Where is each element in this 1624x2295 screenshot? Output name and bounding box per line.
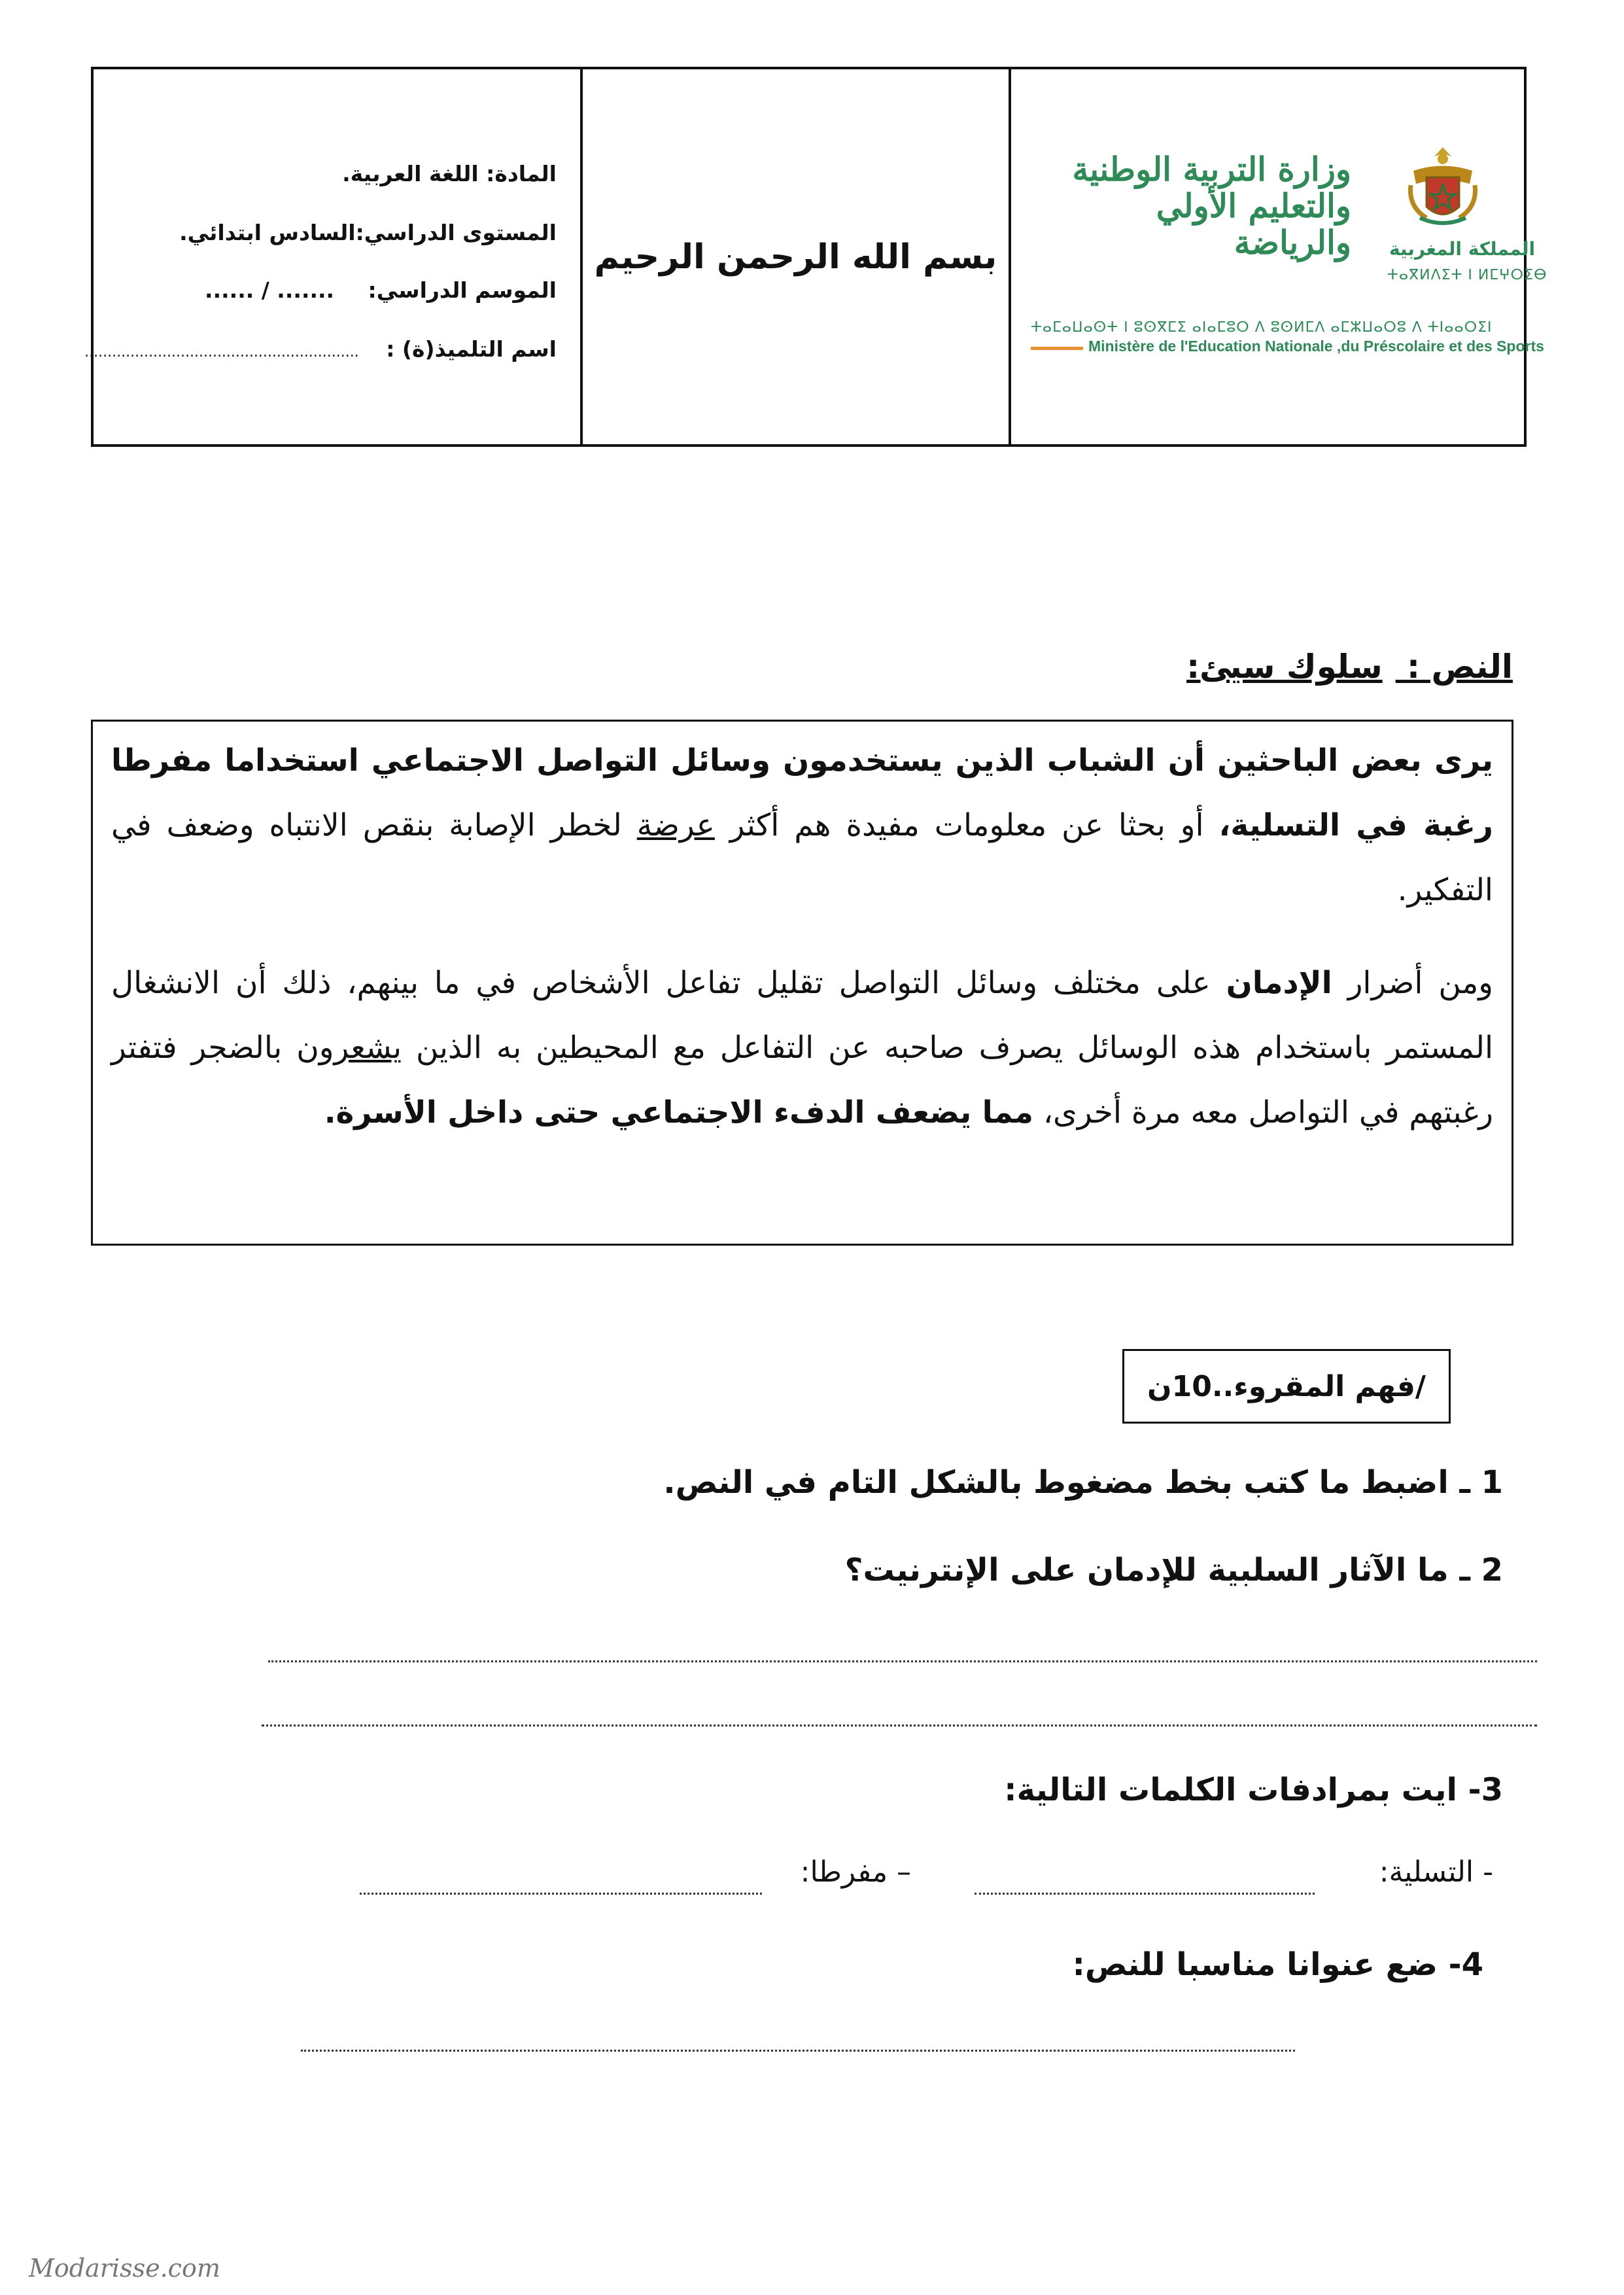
text-title-label: النص : [1407, 648, 1513, 686]
student-name-label: اسم التلميذ(ة) : [386, 336, 557, 362]
synonym-item-1: - التسلية: [1379, 1855, 1493, 1889]
basmala-cell [583, 69, 1011, 444]
synonym-answer-1[interactable] [975, 1893, 1315, 1895]
comprehension-label-box [1122, 1349, 1451, 1424]
question-1: 1 ـ اضبط ما كتب بخط مضغوط بالشكل التام في النص. [663, 1464, 1503, 1501]
season-value: ....... / ...... [205, 277, 335, 303]
text-title [1186, 648, 1513, 686]
student-name-field[interactable]: ............................................................ [84, 344, 359, 360]
para1-end: لخطر الإصابة بنقص الانتباه وضعف في التفكير. [111, 807, 1493, 908]
question-2: 2 ـ ما الآثار السلبية للإدمان على الإنترنيت؟ [844, 1552, 1503, 1588]
question-3: 3- ايت بمرادفات الكلمات التالية: [1004, 1772, 1503, 1808]
para2-bold-word: الإدمان [1226, 965, 1332, 1001]
paragraph-1 [111, 728, 1493, 922]
student-info-cell [84, 69, 583, 444]
basmala-text: بسم الله الرحمن الرحيم [594, 237, 997, 277]
student-name-line [84, 336, 557, 362]
subject-line: المادة: اللغة العربية. [342, 161, 557, 186]
reading-text-box [91, 720, 1513, 1246]
answer-line-q2-1[interactable] [268, 1660, 1537, 1662]
season-label: الموسم الدراسي: [368, 277, 557, 303]
para1-underlined-word: عرضة [636, 807, 715, 843]
ministry-name-tifinagh: ⵜⴰⵎⴰⵡⴰⵙⵜ ⵏ ⵓⵙⴳⵎⵉ ⴰⵏⴰⵎⵓⵔ ⴷ ⵓⵙⵍⵎⴷ ⴰⵎⵣⵡⴰⵔⵓ ⴷ ⵜⵏⴰⴰⵔⵉⵏ [1031, 319, 1493, 336]
site-watermark: Modarisse.com [29, 2254, 220, 2283]
answer-line-q2-2[interactable] [262, 1725, 1537, 1726]
para2-mid2: بالضجر فتفتر رغبتهم في التواصل معه مرة أخرى، [111, 1030, 1493, 1130]
orange-accent-bar [1031, 347, 1083, 350]
para2-bold-end: مما يضعف الدفء الاجتماعي حتى داخل الأسرة. [324, 1095, 1033, 1130]
text-title-value: سلوك سيئ: [1186, 648, 1383, 686]
coat-of-arms-icon [1407, 145, 1479, 230]
para1-bold-start: يرى بعض الباحثين أن الشباب الذين يستخدمون وسائل التواصل الاجتماعي استخداما مفرطا رغبة في التسلية، [111, 743, 1493, 843]
synonym-answer-2[interactable] [360, 1893, 762, 1895]
synonym-item-2: – مفرطا: [800, 1855, 911, 1889]
ministry-logo-cell [1011, 69, 1547, 444]
para2-mid1: على مختلف وسائل التواصل تقليل تفاعل الأشخاص في ما بينهم، ذلك أن الانشغال المستمر باستخدام هذه الوسائل يصرف صاحبه عن التفاعل مع المحيطين به الذين [111, 965, 1494, 1066]
kingdom-name-tifinagh: ⵜⴰⴳⵍⴷⵉⵜ ⵏ ⵍⵎⵖⵔⵉⴱ [1387, 267, 1547, 283]
comprehension-label: /فهم المقروء..10ن [1147, 1369, 1426, 1403]
header-table [84, 67, 1547, 447]
ministry-name-arabic: وزارة التربية الوطنية والتعليم الأولي والرياضة [1072, 150, 1351, 262]
level-line: المستوى الدراسي:السادس ابتدائي. [179, 220, 557, 245]
kingdom-name-arabic: المملكة المغربية [1389, 238, 1536, 260]
season-line [205, 277, 557, 303]
ministry-name-french: Ministère de l'Education Nationale ,du Préscolaire et des Sports [1088, 338, 1544, 355]
para2-start: ومن أضرار [1332, 965, 1493, 1001]
answer-line-q4[interactable] [301, 2050, 1295, 2052]
para1-mid: أو بحثا عن معلومات مفيدة هم أكثر [714, 807, 1219, 843]
para2-underlined-word: يشعرون [296, 1030, 402, 1066]
question-4: 4- ضع عنوانا مناسبا للنص: [1072, 1946, 1483, 1983]
paragraph-2 [111, 951, 1493, 1145]
